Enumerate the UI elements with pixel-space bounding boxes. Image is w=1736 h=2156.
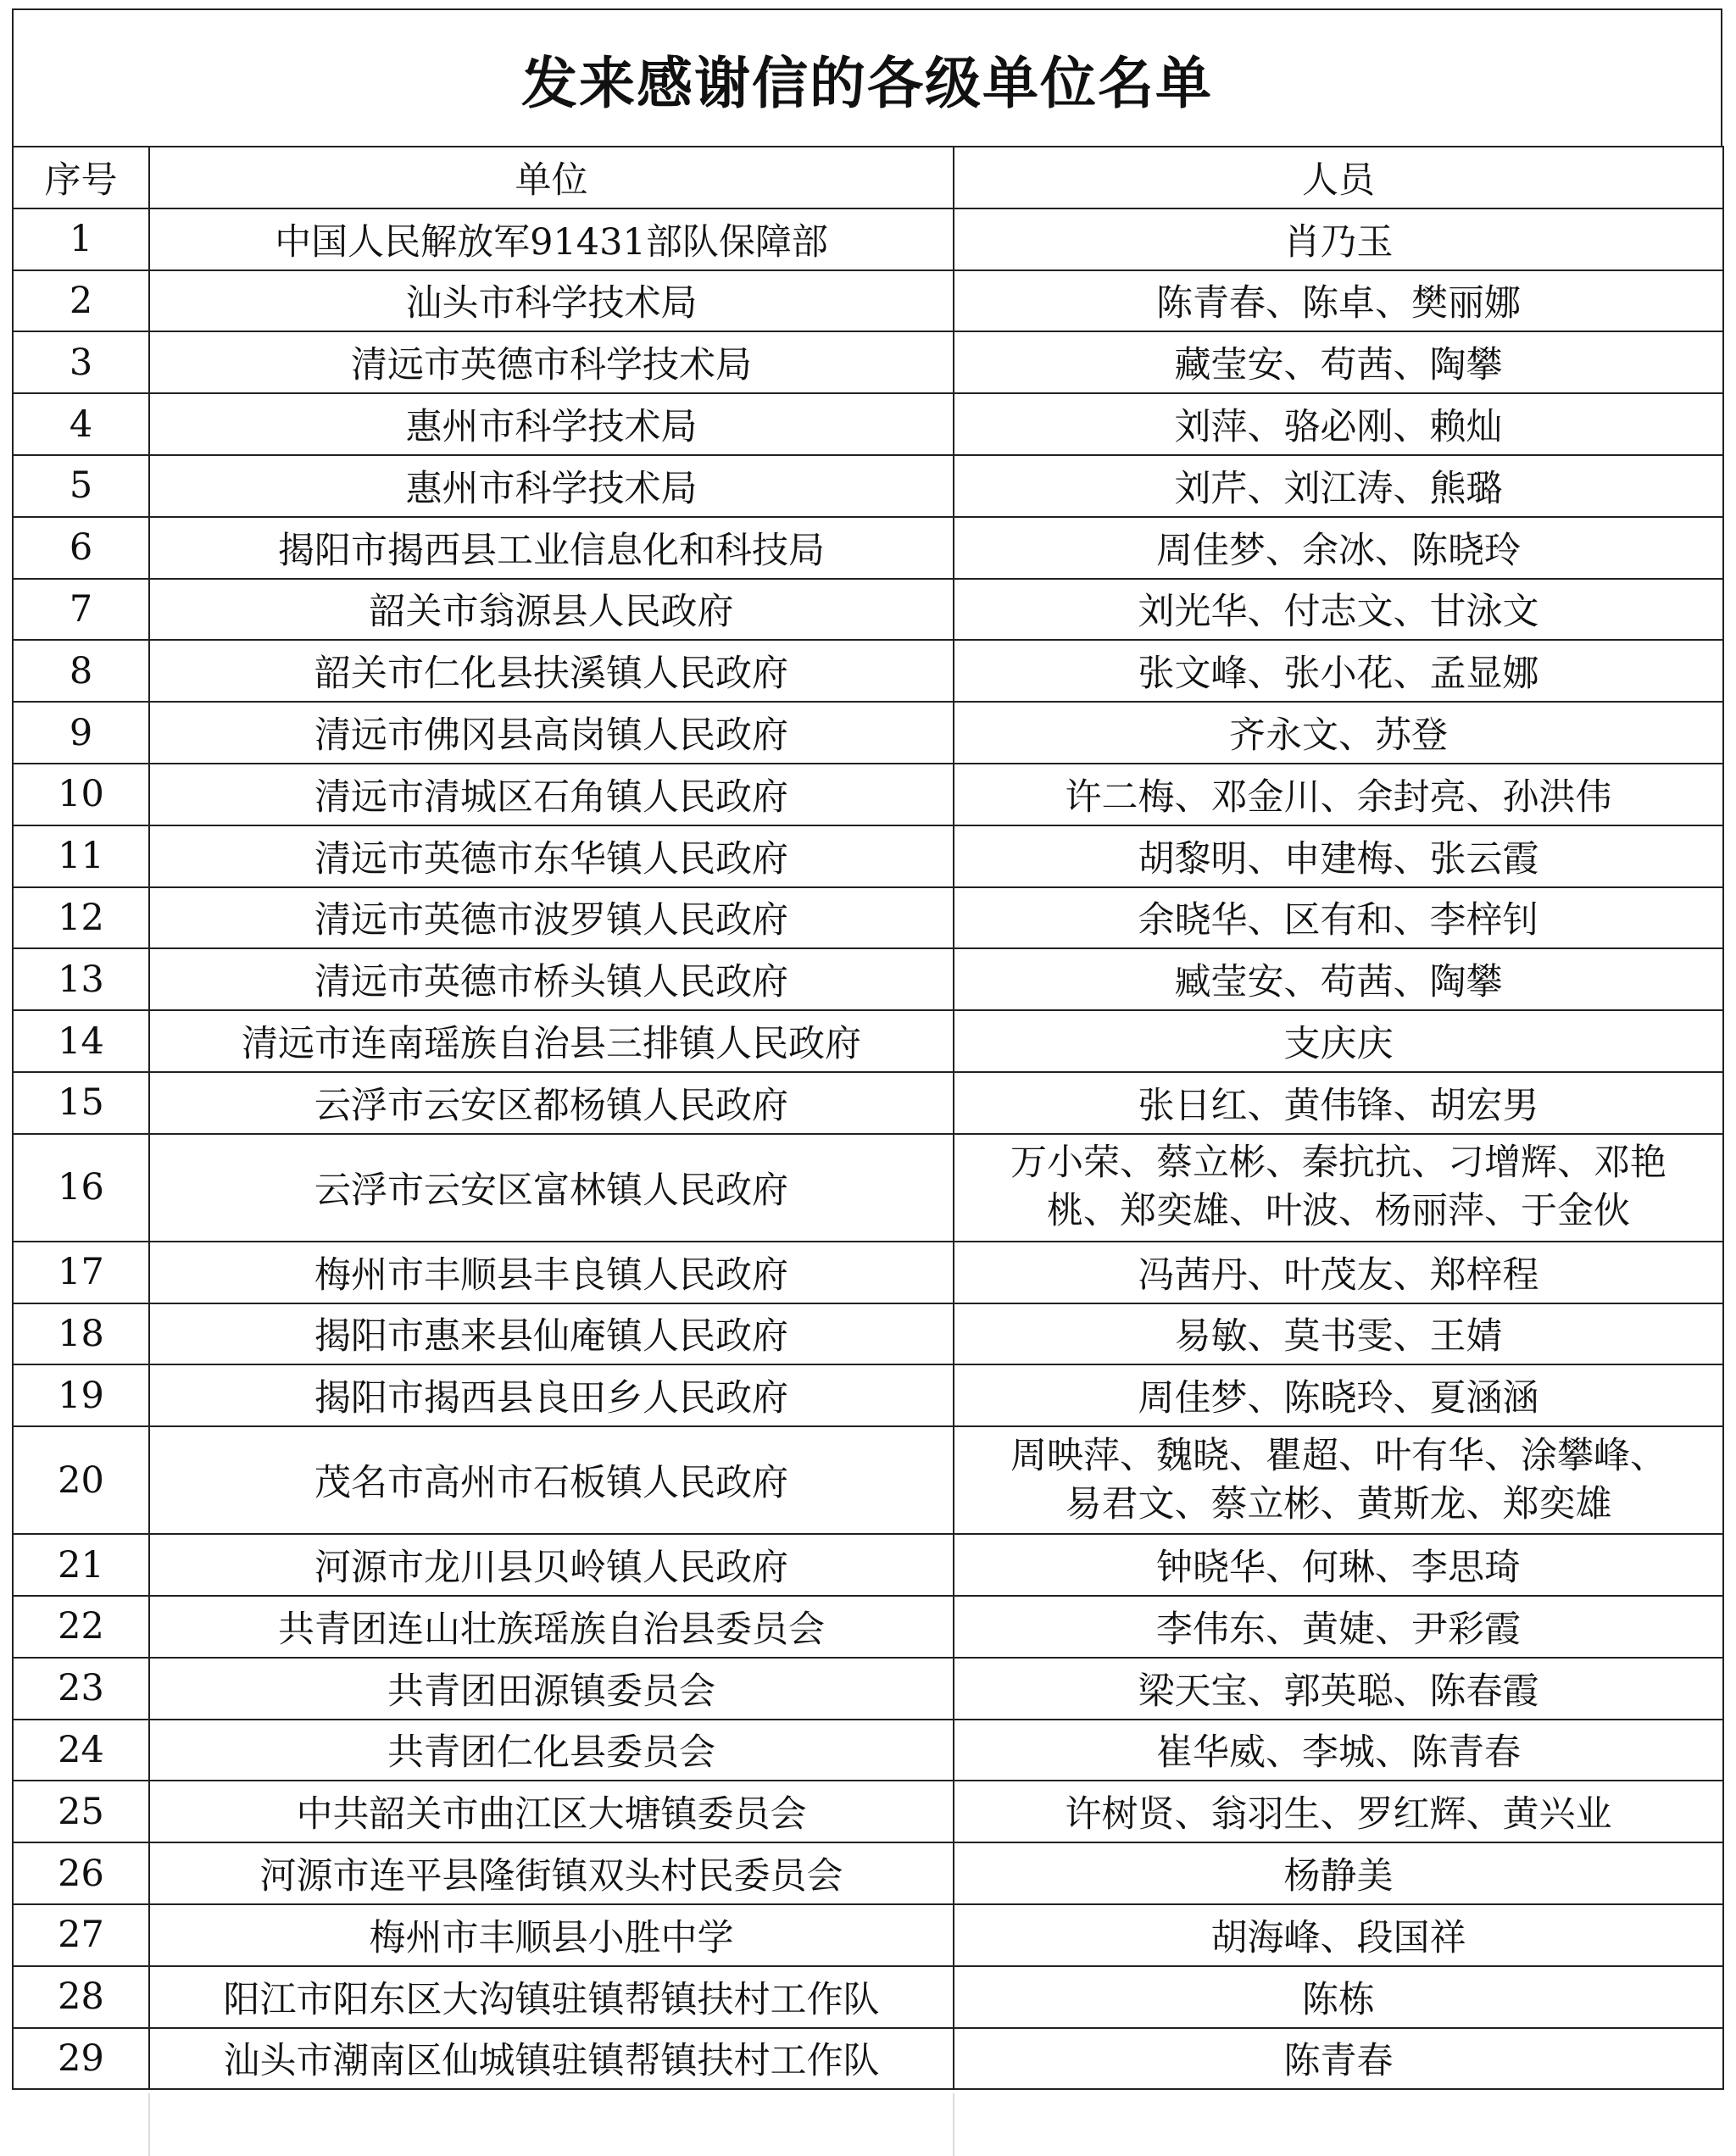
row-serial-number: 1 <box>13 208 149 270</box>
row-serial-number: 24 <box>13 1720 149 1781</box>
row-serial-number: 18 <box>13 1303 149 1365</box>
table-row <box>13 1596 1723 1658</box>
row-serial-number: 25 <box>13 1781 149 1842</box>
row-unit-name: 河源市龙川县贝岭镇人民政府 <box>149 1534 954 1596</box>
row-serial-number: 27 <box>13 1904 149 1966</box>
row-serial-number: 17 <box>13 1242 149 1303</box>
header-personnel: 人员 <box>954 147 1723 208</box>
row-unit-name: 清远市清城区石角镇人民政府 <box>149 764 954 825</box>
row-unit-name: 清远市佛冈县高岗镇人民政府 <box>149 702 954 764</box>
row-serial-number: 13 <box>13 948 149 1010</box>
row-personnel <box>954 393 1723 455</box>
header-unit: 单位 <box>149 147 954 208</box>
row-unit-name: 共青团田源镇委员会 <box>149 1658 954 1720</box>
row-personnel <box>954 1966 1723 2028</box>
row-unit-name: 汕头市潮南区仙城镇驻镇帮镇扶村工作队 <box>149 2028 954 2090</box>
personnel-line: 陈青春、陈卓、樊丽娜 <box>1156 282 1521 325</box>
row-unit-name: 韶关市仁化县扶溪镇人民政府 <box>149 640 954 702</box>
personnel-line: 胡黎明、申建梅、张云霞 <box>1138 837 1539 881</box>
table-row <box>13 1842 1723 1904</box>
table-row <box>13 1966 1723 2028</box>
row-personnel <box>954 825 1723 887</box>
unit-list-table <box>12 146 1724 2090</box>
row-serial-number: 21 <box>13 1534 149 1596</box>
name-list-sheet <box>12 8 1722 2090</box>
table-header-row <box>13 147 1723 208</box>
row-personnel <box>954 1720 1723 1781</box>
table-row <box>13 1010 1723 1072</box>
row-personnel <box>954 579 1723 641</box>
row-personnel <box>954 1242 1723 1303</box>
table-row <box>13 764 1723 825</box>
table-row <box>13 270 1723 332</box>
row-serial-number: 11 <box>13 825 149 887</box>
row-unit-name: 汕头市科学技术局 <box>149 270 954 332</box>
personnel-line: 肖乃玉 <box>1283 220 1394 264</box>
personnel-line: 刘萍、骆必刚、赖灿 <box>1174 406 1503 449</box>
row-unit-name: 茂名市高州市石板镇人民政府 <box>149 1426 954 1534</box>
personnel-line: 周佳梦、陈晓玲、夏涵涵 <box>1138 1377 1539 1420</box>
personnel-line: 钟晓华、何琳、李思琦 <box>1156 1547 1521 1590</box>
row-personnel <box>954 270 1723 332</box>
table-row <box>13 331 1723 393</box>
empty-row-fragment <box>12 2093 1722 2156</box>
personnel-line: 杨静美 <box>1283 1855 1394 1898</box>
row-serial-number: 3 <box>13 331 149 393</box>
table-row <box>13 1303 1723 1365</box>
row-unit-name: 清远市英德市波罗镇人民政府 <box>149 887 954 949</box>
row-unit-name: 清远市英德市桥头镇人民政府 <box>149 948 954 1010</box>
personnel-line: 许二梅、邓金川、余封亮、孙洪伟 <box>1065 775 1612 819</box>
row-unit-name: 清远市英德市科学技术局 <box>149 331 954 393</box>
row-serial-number: 12 <box>13 887 149 949</box>
row-unit-name: 梅州市丰顺县小胜中学 <box>149 1904 954 1966</box>
table-row <box>13 887 1723 949</box>
row-unit-name: 中国人民解放军91431部队保障部 <box>149 208 954 270</box>
row-unit-name: 惠州市科学技术局 <box>149 455 954 517</box>
row-personnel <box>954 208 1723 270</box>
row-personnel <box>954 1134 1723 1242</box>
row-personnel <box>954 948 1723 1010</box>
row-personnel <box>954 1010 1723 1072</box>
row-unit-name: 共青团连山壮族瑶族自治县委员会 <box>149 1596 954 1658</box>
row-personnel <box>954 702 1723 764</box>
row-unit-name: 揭阳市揭西县工业信息化和科技局 <box>149 517 954 579</box>
personnel-line: 陈栋 <box>1302 1978 1375 2021</box>
row-personnel <box>954 640 1723 702</box>
personnel-line: 臧莹安、苟茜、陶攀 <box>1174 961 1503 1004</box>
personnel-line: 藏莹安、苟茜、陶攀 <box>1174 344 1503 387</box>
row-personnel <box>954 887 1723 949</box>
row-unit-name: 揭阳市揭西县良田乡人民政府 <box>149 1364 954 1426</box>
personnel-line: 易敏、莫书雯、王婧 <box>1174 1315 1503 1359</box>
personnel-line: 支庆庆 <box>1283 1023 1394 1066</box>
table-row <box>13 455 1723 517</box>
personnel-line: 张日红、黄伟锋、胡宏男 <box>1138 1084 1539 1127</box>
table-row <box>13 1534 1723 1596</box>
row-unit-name: 河源市连平县隆街镇双头村民委员会 <box>149 1842 954 1904</box>
table-row <box>13 2028 1723 2090</box>
row-unit-name: 云浮市云安区都杨镇人民政府 <box>149 1072 954 1134</box>
row-serial-number: 19 <box>13 1364 149 1426</box>
row-unit-name: 云浮市云安区富林镇人民政府 <box>149 1134 954 1242</box>
row-personnel <box>954 1842 1723 1904</box>
personnel-line: 胡海峰、段国祥 <box>1210 1916 1466 1959</box>
personnel-line: 刘芹、刘江涛、熊璐 <box>1174 467 1503 510</box>
row-unit-name: 共青团仁化县委员会 <box>149 1720 954 1781</box>
row-serial-number: 23 <box>13 1658 149 1720</box>
row-personnel <box>954 2028 1723 2090</box>
row-personnel <box>954 331 1723 393</box>
table-row <box>13 579 1723 641</box>
table-row <box>13 1781 1723 1842</box>
table-row <box>13 1658 1723 1720</box>
row-unit-name: 梅州市丰顺县丰良镇人民政府 <box>149 1242 954 1303</box>
personnel-line: 冯茜丹、叶茂友、郑梓程 <box>1138 1253 1539 1297</box>
row-unit-name: 清远市连南瑶族自治县三排镇人民政府 <box>149 1010 954 1072</box>
personnel-line: 陈青春 <box>1283 2040 1394 2083</box>
personnel-line: 刘光华、付志文、甘泳文 <box>1138 591 1539 634</box>
table-row <box>13 1134 1723 1242</box>
row-personnel <box>954 1534 1723 1596</box>
row-personnel <box>954 1303 1723 1365</box>
row-personnel <box>954 517 1723 579</box>
row-unit-name: 阳江市阳东区大沟镇驻镇帮镇扶村工作队 <box>149 1966 954 2028</box>
row-personnel <box>954 764 1723 825</box>
row-personnel <box>954 1596 1723 1658</box>
row-serial-number: 16 <box>13 1134 149 1242</box>
row-serial-number: 8 <box>13 640 149 702</box>
personnel-line: 万小荣、蔡立彬、秦抗抗、刁增辉、邓艳 <box>1010 1142 1666 1185</box>
table-row <box>13 1364 1723 1426</box>
row-unit-name: 中共韶关市曲江区大塘镇委员会 <box>149 1781 954 1842</box>
table-row <box>13 702 1723 764</box>
personnel-line: 易君文、蔡立彬、黄斯龙、郑奕雄 <box>1065 1482 1612 1525</box>
row-unit-name: 揭阳市惠来县仙庵镇人民政府 <box>149 1303 954 1365</box>
row-serial-number: 20 <box>13 1426 149 1534</box>
table-row <box>13 640 1723 702</box>
row-unit-name: 清远市英德市东华镇人民政府 <box>149 825 954 887</box>
table-row <box>13 1242 1723 1303</box>
page-title: 发来感谢信的各级单位名单 <box>12 8 1722 146</box>
row-personnel <box>954 1904 1723 1966</box>
personnel-line: 周映萍、魏晓、瞿超、叶有华、涂攀峰、 <box>1010 1434 1666 1477</box>
table-row <box>13 1426 1723 1534</box>
personnel-line: 齐永文、苏登 <box>1229 714 1448 758</box>
table-row <box>13 1072 1723 1134</box>
row-serial-number: 10 <box>13 764 149 825</box>
personnel-line: 许树贤、翁羽生、罗红辉、黄兴业 <box>1065 1793 1612 1836</box>
table-row <box>13 208 1723 270</box>
row-unit-name: 韶关市翁源县人民政府 <box>149 579 954 641</box>
personnel-line: 余晓华、区有和、李梓钊 <box>1138 899 1539 942</box>
table-row <box>13 825 1723 887</box>
row-serial-number: 6 <box>13 517 149 579</box>
row-serial-number: 9 <box>13 702 149 764</box>
personnel-line: 周佳梦、余冰、陈晓玲 <box>1156 529 1521 572</box>
row-serial-number: 29 <box>13 2028 149 2090</box>
row-serial-number: 2 <box>13 270 149 332</box>
row-serial-number: 4 <box>13 393 149 455</box>
row-personnel <box>954 455 1723 517</box>
table-row <box>13 1904 1723 1966</box>
row-personnel <box>954 1072 1723 1134</box>
table-row <box>13 517 1723 579</box>
table-row <box>13 1720 1723 1781</box>
row-serial-number: 26 <box>13 1842 149 1904</box>
personnel-line: 李伟东、黄婕、尹彩霞 <box>1156 1608 1521 1651</box>
personnel-line: 梁天宝、郭英聪、陈春霞 <box>1138 1670 1539 1713</box>
row-serial-number: 28 <box>13 1966 149 2028</box>
row-serial-number: 5 <box>13 455 149 517</box>
row-personnel <box>954 1781 1723 1842</box>
row-personnel <box>954 1658 1723 1720</box>
personnel-line: 崔华威、李城、陈青春 <box>1156 1731 1521 1775</box>
personnel-line: 张文峰、张小花、孟显娜 <box>1138 653 1539 696</box>
row-serial-number: 22 <box>13 1596 149 1658</box>
table-row <box>13 948 1723 1010</box>
header-serial-number: 序号 <box>13 147 149 208</box>
personnel-line: 桃、郑奕雄、叶波、杨丽萍、于金伙 <box>1047 1190 1630 1233</box>
row-personnel <box>954 1426 1723 1534</box>
row-unit-name: 惠州市科学技术局 <box>149 393 954 455</box>
row-personnel <box>954 1364 1723 1426</box>
table-row <box>13 393 1723 455</box>
row-serial-number: 7 <box>13 579 149 641</box>
row-serial-number: 15 <box>13 1072 149 1134</box>
row-serial-number: 14 <box>13 1010 149 1072</box>
